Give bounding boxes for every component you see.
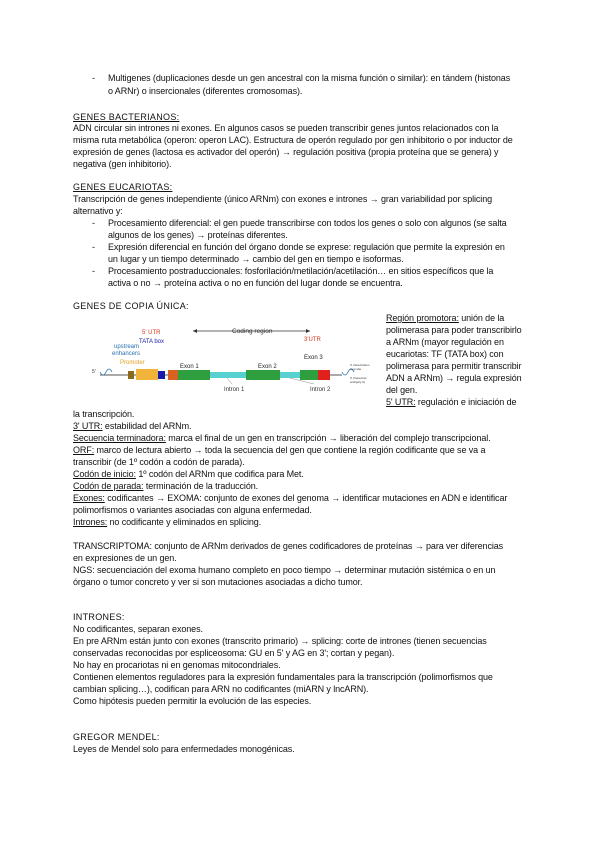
paragraph-line: No codificantes, separan exones. [73,624,203,634]
side-line: a ARNm (mayor regulación en [386,337,504,347]
definition-line: Secuencia terminadora: marca el final de un gen en transcripción → liberación del complejo transcripcional. [73,433,491,443]
exon3-block [300,370,318,380]
paragraph-line: expresión de genes (lactosa es activador del operón) → regulación positiva (propia proteína que se genera) y [73,147,499,157]
paragraph-line: Leyes de Mendel solo para enfermedades monogénicas. [73,744,295,754]
side-line: ADN a ARNm) → regula expresión [386,373,522,383]
side-line: polimerasa para poder transcribirlo [386,325,522,335]
utr3-block [318,370,330,380]
paragraph-line: negativa (gen inhibitorio). [73,159,172,169]
section-heading-eucariotas: GENES EUCARIOTAS: [73,182,173,192]
paragraph-line: Contienen elementos reguladores para la expresión fundamentales para la transcripción (polimorfismos que [73,672,493,682]
section-heading-mendel: GREGOR MENDEL: [73,732,160,742]
paragraph-line: ADN circular sin intrones ni exones. En algunos casos se pueden transcribir genes juntos relacionados con la [73,123,499,133]
term-codon-inicio: Codón de inicio: [73,469,136,479]
bullet-line: activa o no → proteína activa o no en función del lugar donde se encuentra. [108,278,403,288]
section-heading-intrones: INTRONES: [73,612,125,622]
paragraph-line: Multigenes (duplicaciones desde un gen ancestral con la misma función o similar): en tándem (histonas [108,73,511,83]
gene-structure-diagram [92,318,384,408]
paragraph-line: cambian splicing…), codifican para ARN no codificantes (miARN y lncARN). [73,684,369,694]
intron2-label: Intron 2 [310,387,331,393]
definition-line: Exones: codificantes → EXOMA: conjunto de exones del genoma → identificar mutaciones en ADN e identificar [73,493,508,503]
left-end-label: 5' [92,369,96,375]
stop-site-label-1: 3' transcription [350,363,370,367]
definition-line: ORF: marco de lectura abierto → toda la secuencia del gen que contiene la región codificante que se va a [73,445,486,455]
paragraph-line: No hay en procariotas ni en genomas mitocondriales. [73,660,281,670]
paragraph-line: Transcripción de genes independiente (único ARNm) con exones e intrones → gran variabilidad por splicing [73,194,493,204]
paragraph-line: o ARNr) o insercionales (diferentes cromosomas). [108,86,303,96]
intron1-label: Intron 1 [224,387,245,393]
term-region-promotora: Región promotora: [386,313,459,323]
bullet-line: Procesamiento diferencial: el gen puede transcribirse con todos los genes o solo con algunos (se salta [108,218,507,228]
intron1-block [210,372,246,378]
term-secuencia-terminadora: Secuencia terminadora: [73,433,166,443]
side-line: 5' UTR: regulación e iniciación de [386,397,517,407]
stop-site-label-2: stop site [350,367,362,371]
bullet-line: algunos de los genes) → proteínas diferentes. [108,230,288,240]
paragraph-line: TRANSCRIPTOMA: conjunto de ARNm derivados de genes codificadores de proteínas → para ver diferencias [73,541,504,551]
coding-region-arrow-head-right [306,329,310,333]
definition-line: polimorfismos o variantes asociadas con alguna enfermedad. [73,505,312,515]
poly-a-label-2: end/poly A) [350,380,366,384]
bullet-line: Procesamiento postraduccionales: fosforilación/metilación/acetilación… en sitios específicos que la [108,266,494,276]
term-5-utr: 5' UTR: [386,397,416,407]
exon1-block [178,370,210,380]
coding-region-label: Coding region [232,328,273,335]
exon2-block [246,370,280,380]
intron1-pointer [227,378,232,384]
promoter-block [136,369,158,380]
paragraph-line: En pre ARNm están junto con exones (transcrito primario) → splicing: corte de intrones (tienen secuencias [73,636,487,646]
intron2-block [280,372,300,378]
side-line: polimerasa para permitir transcribir [386,361,522,371]
side-line: eucariotas: TF (TATA box) con [386,349,504,359]
definition-line: Codón de inicio: 1º codón del ARNm que codifica para Met. [73,469,304,479]
upstream-label: upstream [114,344,140,350]
utr5-label: 5' UTR [142,330,161,336]
bullet-line: Expresión diferencial en función del órgano donde se exprese: regulación que permite la expresión en [108,242,505,252]
section-heading-copia-unica: GENES DE COPIA ÚNICA: [73,301,189,311]
term-exones: Exones: [73,493,105,503]
utr3-label: 3'UTR [304,337,321,343]
bullet-dash: - [92,266,95,276]
exon1-label: Exon 1 [180,364,199,370]
term-orf: ORF: [73,445,95,455]
coding-region-arrow-head-left [193,329,197,333]
definition-line: Intrones: no codificante y eliminados en splicing. [73,517,262,527]
side-line: Región promotora: unión de la [386,313,505,323]
enhancer-block [128,371,134,379]
term-3-utr: 3' UTR: [73,421,103,431]
paragraph-line: misma ruta metabólica (operon: operon LAC). Estructura de operón regulado por gen inhibitorio o por inductor de [73,135,513,145]
dna-helix-left [100,369,112,375]
paragraph-line: alternativo y: [73,206,123,216]
exon2-label: Exon 2 [258,364,277,370]
enhancers-label: enhancers [112,351,141,357]
bullet-dash: - [92,242,95,252]
definition-line: transcribir (de 1º codón a codón de parada). [73,457,245,467]
paragraph-line: en expresiones de un gen. [73,553,177,563]
definition-line: Codón de parada: terminación de la traducción. [73,481,259,491]
definition-line: la transcripción. [73,409,135,419]
exon3-label: Exon 3 [304,355,323,361]
bullet-dash: - [92,73,95,83]
tata-box-label: TATA box [139,339,165,345]
paragraph-line: órgano o tumor concreto y ver si son mutaciones asociadas a dicho tumor. [73,577,363,587]
paragraph-line: conservadas reconocidas por espliceosoma: GU en 5' y AG en 3'; cortan y pegan). [73,648,395,658]
definition-line: 3' UTR: estabilidad del ARNm. [73,421,192,431]
tata-box-block [158,371,165,379]
term-intrones: Intrones: [73,517,108,527]
side-line: del gen. [386,385,418,395]
poly-a-label-1: 3' (transcript [350,376,367,380]
section-heading-bacterianos: GENES BACTERIANOS: [73,112,180,122]
bullet-line: un lugar y un tiempo determinado → cambio del gen en tiempo e isoformas. [108,254,404,264]
paragraph-line: NGS: secuenciación del exoma humano completo en poco tiempo → determinar mutación sistémica o en un [73,565,496,575]
utr5-block [168,370,178,380]
bullet-dash: - [92,218,95,228]
term-codon-parada: Codón de parada: [73,481,144,491]
paragraph-line: Como hipótesis pueden permitir la evolución de las especies. [73,696,312,706]
promoter-label: Promoter [120,360,145,366]
